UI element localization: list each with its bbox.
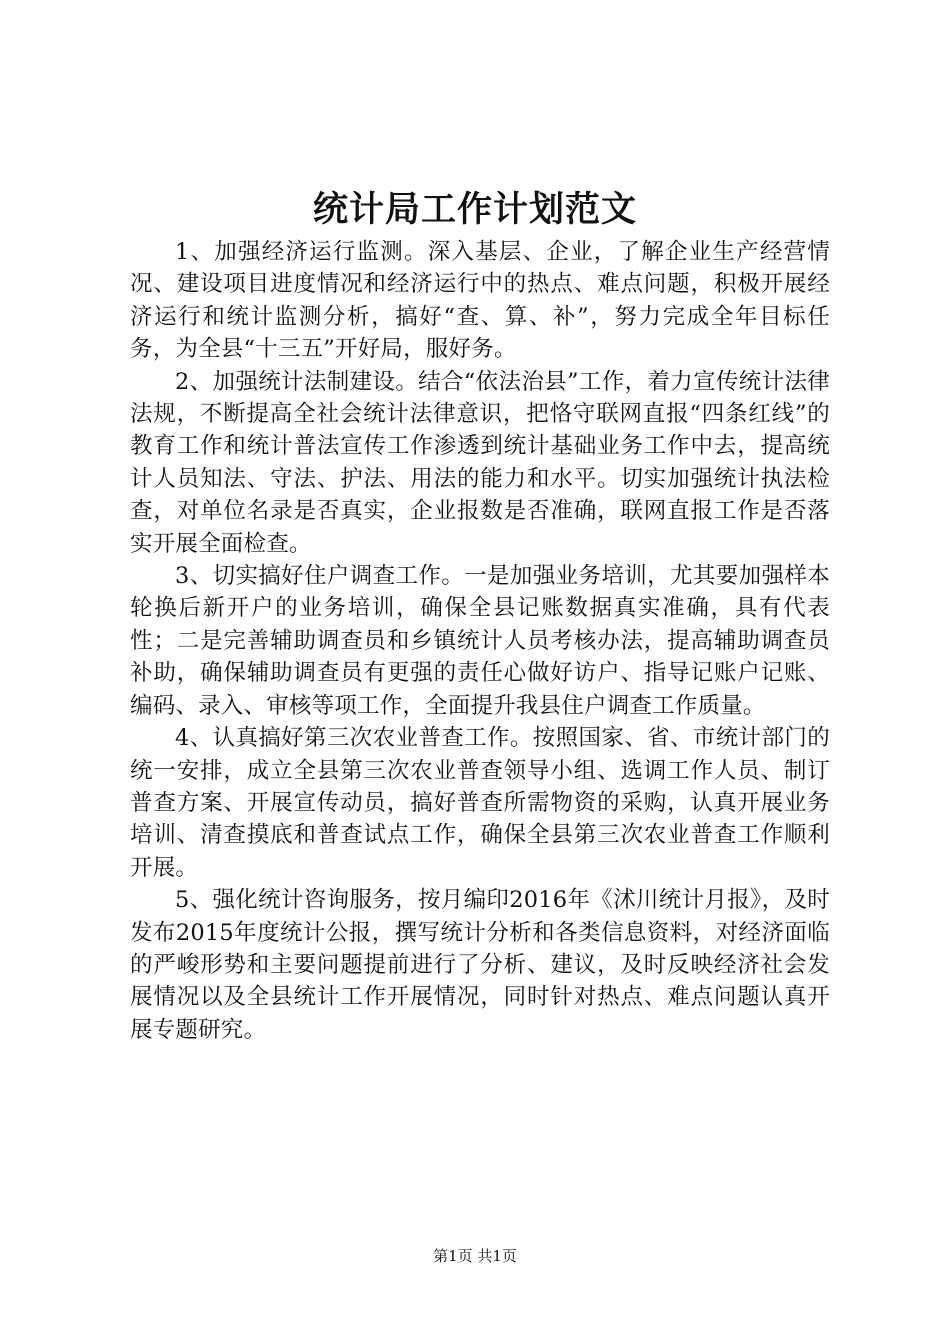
paragraph-1: 1、加强经济运行监测。深入基层、企业，了解企业生产经营情况、建设项目进度情况和经济运行中的热点、难点问题，积极开展经济运行和统计监测分析，搞好“查、算、补”，努力完成全年目标任务，为全县“十三五”开好局，服好务。 [130,239,830,363]
document-body [130,236,830,1046]
page-footer: 第1页 共1页 [433,1247,517,1265]
paragraph-4: 4、认真搞好第三次农业普查工作。按照国家、省、市统计部门的统一安排，成立全县第三次农业普查领导小组、选调工作人员、制订普查方案、开展宣传动员，搞好普查所需物资的采购，认真开展业务培训、清查摸底和普查试点工作，确保全县第三次农业普查工作顺利开展。 [130,725,830,881]
paragraph-5: 5、强化统计咨询服务，按月编印2016年《沭川统计月报》，及时发布2015年度统计公报，撰写统计分析和各类信息资料，对经济面临的严峻形势和主要问题提前进行了分析、建议，及时反映经济社会发展情况以及全县统计工作开展情况，同时针对热点、难点问题认真开展专题研究。 [130,887,830,1043]
paragraph-2: 2、加强统计法制建设。结合“依法治县”工作，着力宣传统计法律法规，不断提高全社会统计法律意识，把恪守联网直报“四条红线”的教育工作和统计普法宣传工作渗透到统计基础业务工作中去，提高统计人员知法、守法、护法、用法的能力和水平。切实加强统计执法检查，对单位名录是否真实，企业报数是否准确，联网直报工作是否落实开展全面检查。 [130,368,830,557]
paragraph-3: 3、切实搞好住户调查工作。一是加强业务培训，尤其要加强样本轮换后新开户的业务培训，确保全县记账数据真实准确，具有代表性；二是完善辅助调查员和乡镇统计人员考核办法，提高辅助调查员补助，确保辅助调查员有更强的责任心做好访户、指导记账户记账、编码、录入、审核等项工作，全面提升我县住户调查工作质量。 [130,563,830,719]
document-title: 统计局工作计划范文 [312,189,637,230]
